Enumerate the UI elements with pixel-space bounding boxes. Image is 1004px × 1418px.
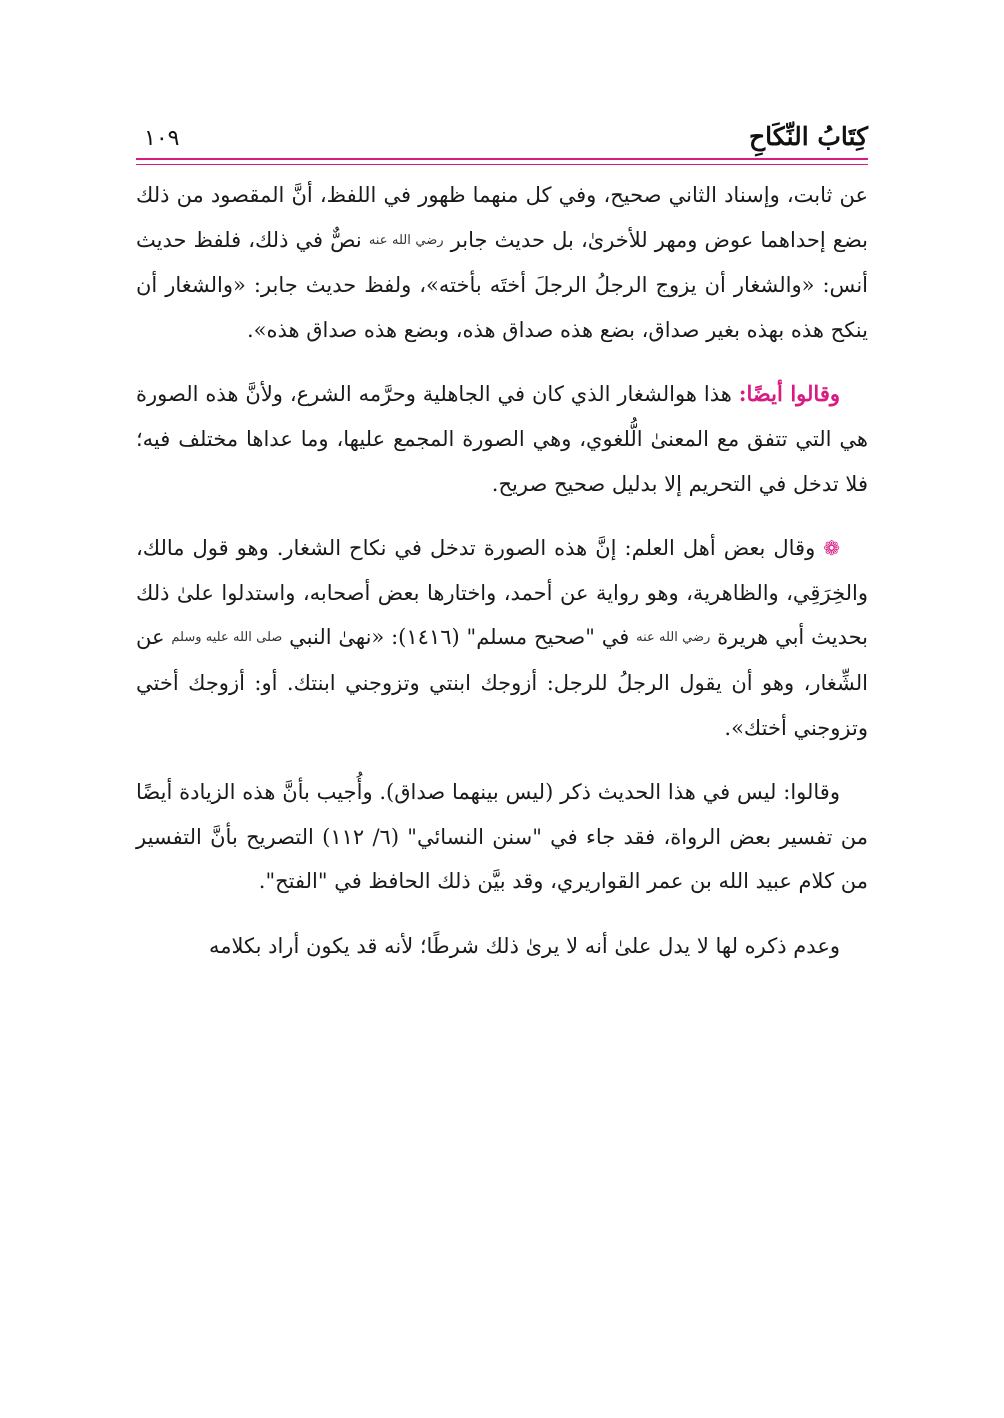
honorific-salallahu: صلى الله عليه وسلم xyxy=(171,630,283,646)
header-rule xyxy=(136,158,868,160)
paragraph-3-text-b: في "صحيح مسلم" (١٤١٦): «نهىٰ النبي xyxy=(282,625,637,650)
honorific-radiyallahu: رضي الله عنه xyxy=(368,232,444,248)
paragraph-1-text-a: عن ثابت، وإسناد الثاني صحيح، وفي كل منهما ظهور في اللفظ، أنَّ المقصود من ذلك بضع إحداهما عوض ومهر للأخرىٰ، بل حديث جابر xyxy=(136,183,868,252)
paragraph-5 xyxy=(136,924,868,969)
body-text xyxy=(136,173,868,969)
paragraph-1 xyxy=(136,173,868,352)
header-rule-thin xyxy=(136,164,868,165)
book-title: كِتَابُ النِّكَاحِ xyxy=(749,122,868,151)
page-number: ١٠٩ xyxy=(144,126,180,151)
paragraph-1-text-b: نصٌّ في ذلك، فلفظ حديث أنس: «والشغار أن يزوج الرجلُ الرجلَ أختَه بأخته»، ولفظ حديث جابر: «والشغار أن ينكح هذه بهذه بغير صداق، بضع هذه صداق هذه، وبضع هذه صداق هذه». xyxy=(136,227,868,342)
paragraph-2-lead: وقالوا أيضًا: xyxy=(738,381,840,407)
paragraph-2 xyxy=(136,372,868,506)
paragraph-3-text-a: وقال بعض أهل العلم: إنَّ هذه الصورة تدخل في نكاح الشغار. وهو قول مالك، والخِرَقِي، والظاهرية، وهو رواية عن أحمد، واختارها بعض أصحابه، واستدلوا علىٰ ذلك بحديث أبي هريرة xyxy=(136,536,868,650)
paragraph-4-text: وقالوا: ليس في هذا الحديث ذكر (ليس بينهما صداق). وأُجيب بأنَّ هذه الزيادة أيضًا من تفسير بعض الرواة، فقد جاء في "سنن النسائي" (٦/ ١١٢) التصريح بأنَّ التفسير من كلام عبيد الله بن عمر القواريري، وقد بيَّن ذلك الحافظ في "الفتح". xyxy=(136,780,868,894)
paragraph-4 xyxy=(136,770,868,904)
paragraph-5-text: وعدم ذكره لها لا يدل علىٰ أنه لا يرىٰ ذلك شرطًا؛ لأنه قد يكون أراد بكلامه xyxy=(208,933,840,958)
paragraph-2-text: هذا هوالشغار الذي كان في الجاهلية وحرَّمه الشرع، ولأنَّ هذه الصورة هي التي تتفق مع المعنىٰ الُّلغوي، وهي الصورة المجمع عليها، وما عداها مختلف فيه؛ فلا تدخل في التحريم إلا بدليل صحيح صريح. xyxy=(136,382,868,496)
flower-ornament-icon: ❁ xyxy=(823,536,840,561)
honorific-radiyallahu: رضي الله عنه xyxy=(636,630,711,646)
paragraph-3-text-c: عن الشِّغار، وهو أن يقول الرجلُ للرجل: أزوجك ابنتي وتزوجني ابنتك. أو: أزوجك أختي وتزوجني أختك». xyxy=(136,625,868,740)
page-header xyxy=(136,118,868,158)
document-page xyxy=(136,118,868,969)
paragraph-3 xyxy=(136,526,868,750)
